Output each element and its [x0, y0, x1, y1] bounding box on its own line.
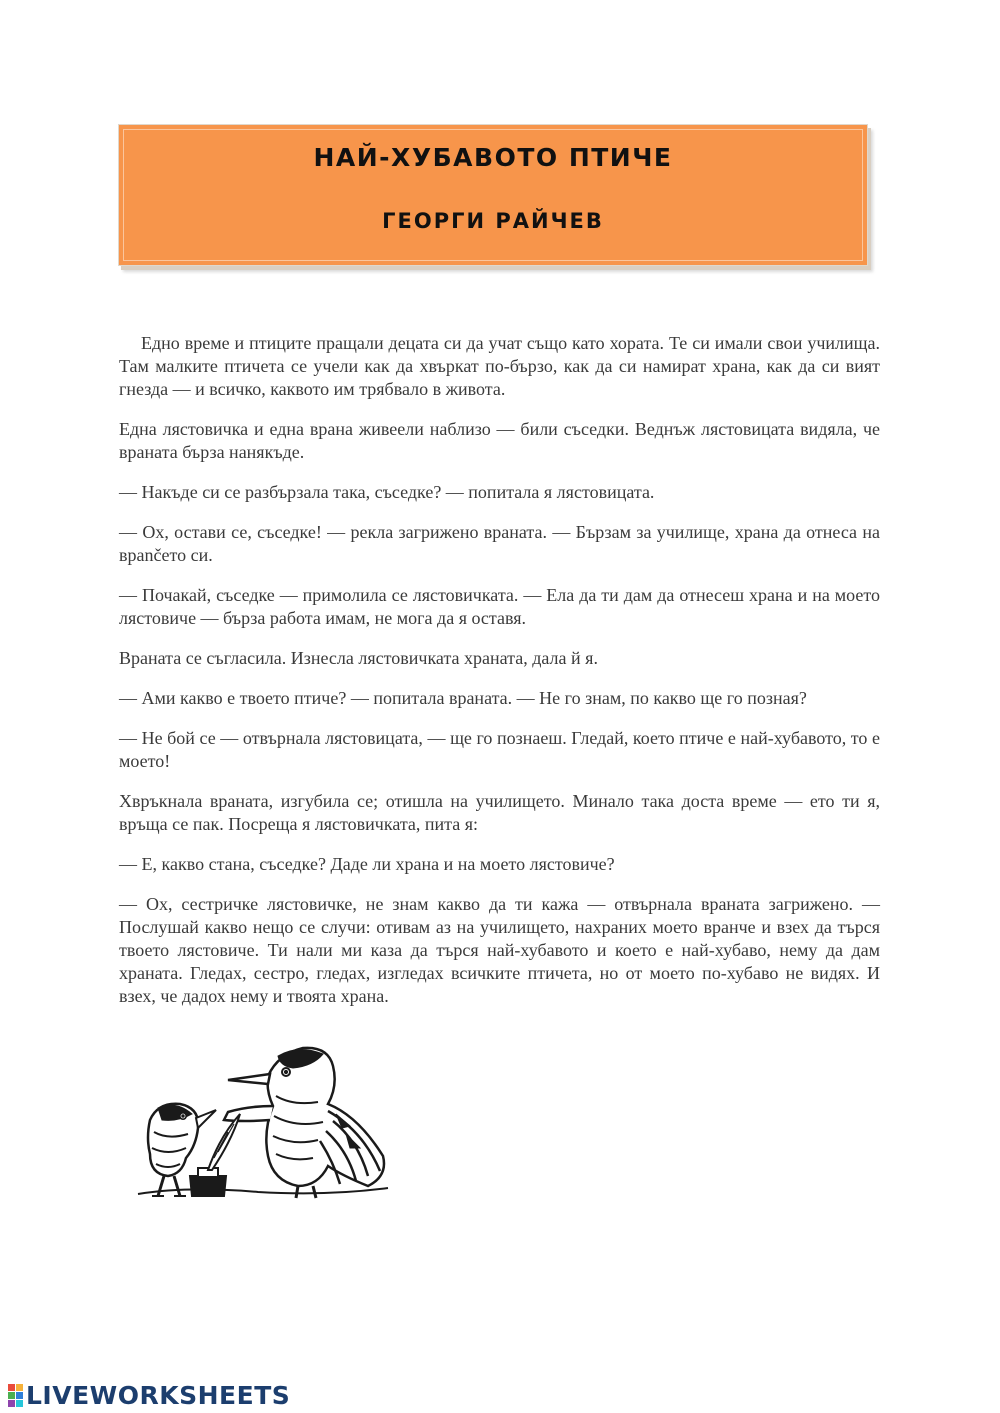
- story-text: [119, 332, 880, 1025]
- story-paragraph-10: — Е, какво стана, съседке? Даде ли храна и на моето лястовиче?: [119, 854, 615, 874]
- logo-block: [16, 1392, 23, 1399]
- story-paragraph-3: — Накъде си се разбързала така, съседке? — попитала я лястовицата.: [119, 482, 655, 502]
- logo-blocks-icon: [8, 1384, 23, 1407]
- story-paragraph-7: — Ами какво е твоето птиче? — попитала враната. — Не го знам, по какво ще го позная?: [119, 688, 807, 708]
- logo-block: [8, 1400, 15, 1407]
- story-paragraph-4: — Ох, остави се, съседке! — рекла загрижено враната. — Бързам за училище, храна да отнеса на врančето си.: [119, 522, 880, 565]
- logo-block: [16, 1400, 23, 1407]
- author-name: ГЕОРГИ РАЙЧЕВ: [382, 209, 604, 233]
- liveworksheets-logo: [8, 1380, 290, 1410]
- story-paragraph-9: Хвръкнала враната, изгубила се; отишла на училището. Минало така доста време — ето ти я, връща се пак. Посреща я лястовичката, пита я:: [119, 791, 880, 834]
- page-title: НАЙ-ХУБАВОТО ПТИЧЕ: [313, 143, 673, 172]
- story-paragraph-2: Една лястовичка и една врана живеели наблизо — били съседки. Веднъж лястовицата видяла, че враната бърза нанякъде.: [119, 419, 880, 462]
- story-paragraph-6: Враната се съгласила. Изнесла лястовичката храната, дала й я.: [119, 648, 598, 668]
- story-paragraph-11: — Ох, сестричке лястовичке, не знам какво да ти кажа — отвърнала враната загрижено. — Послушай какво нещо се случи: отивам аз на училището, нахраних моето вранче и взех да търся твоето лястовиче. Ти нали ми каза да търся най-хубавото и което е най-хубаво, нему да дам храната. Гледах, сестро, гледах, изгледах всичките птичета, но от моето по-хубаво не видях. И взех, че дадох нему и твоята храна.: [119, 894, 880, 1006]
- story-paragraph-5: — Почакай, съседке — примолила се лястовичката. — Ела да ти дам да отнесеш храна и на моето лястовиче — бърза работа имам, не мога да я оставя.: [119, 585, 880, 628]
- title-banner: [118, 124, 868, 266]
- logo-text: LIVEWORKSHEETS: [26, 1380, 291, 1410]
- story-paragraph-8: — Не бой се — отвърнала лястовицата, — ще го познаеш. Гледай, което птиче е най-хубавото, то е моето!: [119, 728, 880, 771]
- crow-and-chick-woodcut-icon: [128, 1036, 392, 1208]
- logo-block: [8, 1384, 15, 1391]
- story-paragraph-1: Едно време и птиците пращали децата си да учат също като хората. Те си имали свои училища. Там малките птичета се учели как да хвъркат по-бързо, как да си намират храна, как да си вият гнезда — и всичко, каквото им трябвало в живота.: [119, 333, 880, 399]
- logo-block: [16, 1384, 23, 1391]
- logo-block: [8, 1392, 15, 1399]
